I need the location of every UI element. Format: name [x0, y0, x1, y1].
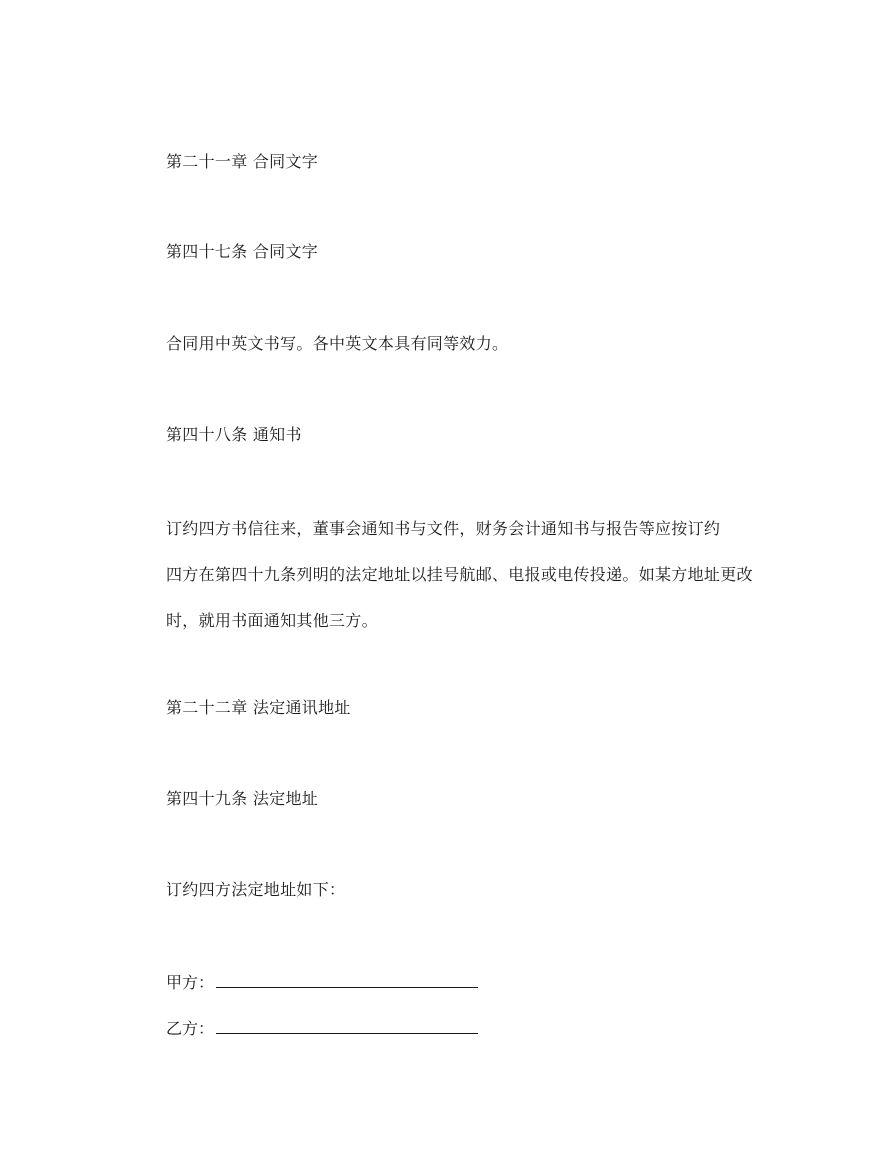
- party-b-address-blank: [216, 1017, 478, 1034]
- article-48-heading: 第四十八条 通知书: [166, 425, 302, 444]
- party-b-label: 乙方：: [166, 1019, 215, 1038]
- party-a-label: 甲方：: [166, 973, 215, 992]
- article-48-line-1: 订约四方书信往来，董事会通知书与文件，财务会计通知书与报告等应按订约: [166, 519, 721, 538]
- party-a-address-blank: [216, 971, 478, 988]
- party-a-row: [166, 971, 478, 993]
- article-48-line-2: 四方在第四十九条列明的法定地址以挂号航邮、电报或电传投递。如某方地址更改: [166, 565, 753, 584]
- party-b-row: [166, 1017, 478, 1039]
- article-49-text: 订约四方法定地址如下：: [166, 880, 346, 899]
- article-47-text: 合同用中英文书写。各中英文本具有同等效力。: [166, 334, 509, 353]
- chapter-21-heading: 第二十一章 合同文字: [166, 152, 319, 171]
- article-49-heading: 第四十九条 法定地址: [166, 789, 319, 808]
- article-47-heading: 第四十七条 合同文字: [166, 242, 319, 261]
- chapter-22-heading: 第二十二章 法定通讯地址: [166, 698, 351, 717]
- article-48-line-3: 时，就用书面通知其他三方。: [166, 611, 378, 630]
